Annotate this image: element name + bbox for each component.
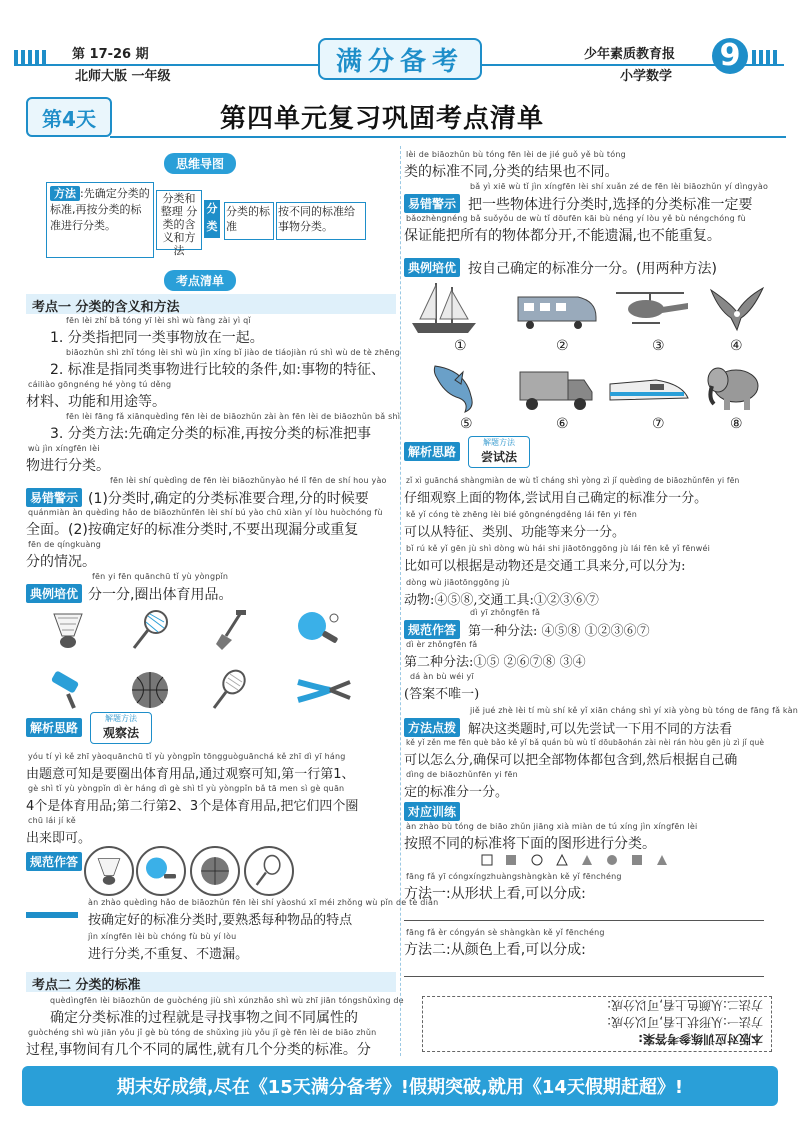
right-answer-line-2: 第二种分法:①⑤ ②⑥⑦⑧ ③④ <box>404 655 586 670</box>
kp2-heading-bar <box>26 972 396 992</box>
kp1-example-tag: 典例培优 <box>26 584 82 603</box>
right-answer-note: (答案不唯一) <box>404 687 480 702</box>
pinyin-line: dìng de biāozhǔnfēn yi fēn <box>406 770 518 779</box>
day-badge-text: 第4天 <box>42 106 96 131</box>
item-label-2: ② <box>556 338 569 354</box>
pinyin-line: bǎ yì xiē wù tǐ jìn xíngfēn lèi shí xuǎn zé de fēn lèi biāozhǔn yí dìngyào <box>470 182 769 191</box>
right-standard-tag: 规范作答 <box>404 620 460 639</box>
pinyin-line: chū lái jí kě <box>28 816 76 825</box>
shapes-row <box>480 852 700 868</box>
right-training-line-3: 方法二:从颜色上看,可以分成: <box>404 942 586 958</box>
answer-line <box>404 920 764 921</box>
kp1-warn-tag: 易错警示 <box>26 488 82 507</box>
pinyin-line: biāozhǔn shì zhǐ tóng lèi shì wù jìn xíng bǐ jiào de tiáojiàn rú shì wù de tè zhēng <box>66 348 401 357</box>
right-method-line-3: 定的标准分一分。 <box>404 785 509 800</box>
page-title: 第四单元复习巩固考点清单 <box>220 104 545 134</box>
pinyin-line: jiě jué zhè lèi tí mù shí kě yǐ xiān cháng shì yí xià yòng bù tóng de fāng fǎ kàn <box>470 706 798 715</box>
footer-banner-text: 期末好成绩,尽在《15天满分备考》!假期突破,就用《14天假期赶超》! <box>116 1077 684 1098</box>
pinyin-line: fēn yi fēn quānchū tǐ yù yòngpǐn <box>92 572 229 581</box>
topic-box <box>156 190 202 257</box>
kp1-line-3: 材料、功能和用途等。 <box>26 394 166 410</box>
pinyin-line: quánmiàn àn quèdìng hǎo de biāozhǔnfēn lèi shí bú yào chū xiàn yí lòu huòchóng fù <box>28 508 383 517</box>
kp1-method-box <box>90 712 152 744</box>
center-node: 分类 <box>204 200 220 238</box>
title-rule <box>110 136 786 138</box>
pinyin-line: fēn lèi shí quèdìng de fēn lèi biāozhǔnyào hé lǐ fēn de shí hou yào <box>110 476 387 485</box>
kp1-line-5: 物进行分类。 <box>26 458 110 474</box>
branch-box: 分类的标准 <box>224 202 274 240</box>
mind-map <box>42 178 372 258</box>
pinyin-line: dòng wù jiāotōnggōng jù <box>406 578 510 587</box>
pinyin-line: bǐ rú kě yǐ gēn jù shì dòng wù hái shi jiāotōnggōng jù lái fēn kě yǐ fēnwéi <box>406 544 711 553</box>
right-method-line-2: 可以怎么分,确保可以把全部物体都包含到,然后根据自己确 <box>404 753 738 768</box>
kp1-standard-tag: 规范作答 <box>26 852 82 871</box>
kp1-heading-bar <box>26 294 396 314</box>
pinyin-line: yóu tí yì kě zhī yàoquānchū tǐ yù yòngpǐn tōngguòguānchá kě zhī dì yī háng <box>28 752 346 761</box>
pinyin-line: jìn xíngfēn lèi bù chóng fù bù yí lòu <box>88 932 237 941</box>
pinyin-line: gè shì tǐ yù yòngpǐn dì èr háng dì gè shì tǐ yù yòngpǐn bǎ tā men sì gè quān <box>28 784 345 793</box>
pinyin-line: àn zhào quèdìng hǎo de biāozhǔn fēn lèi shí yàoshú xī méi zhǒng wù pǐn de tè diǎn <box>88 898 439 907</box>
branch-desc: 按不同的标准给事物分类。 <box>276 202 366 240</box>
kp1-line-4: 3. 分类方法:先确定分类的标准,再按分类的标准把事 <box>50 426 371 442</box>
eagle-icon <box>706 282 768 334</box>
right-example-text: 按自己确定的标准分一分。(用两种方法) <box>468 261 717 277</box>
pinyin-line: dì yī zhǒngfēn fǎ <box>470 608 541 617</box>
pinyin-line: dì èr zhǒngfēn fǎ <box>406 640 478 649</box>
right-warn-tag: 易错警示 <box>404 194 460 213</box>
right-warn-line-1: 把一些物体进行分类时,选择的分类标准一定要 <box>468 197 753 213</box>
elephant-icon <box>704 358 766 414</box>
train-icon <box>514 286 598 332</box>
item-label-7: ⑦ <box>652 416 665 432</box>
truck-icon <box>516 364 596 412</box>
method-small-label: 解题方法 <box>105 714 137 723</box>
pinyin-line: fēn lèi fāng fǎ xiānquèdìng fēn lèi de biāozhǔn zài àn fēn lèi de biāozhǔn bǎ shì <box>66 412 401 421</box>
pinyin-line: kě yǐ zěn me fēn què bǎo kě yǐ bǎ quán bù wù tǐ dōubāohán zài nèi rán hòu gēn jù zì jǐ què <box>406 738 765 747</box>
item-label-1: ① <box>454 338 467 354</box>
right-analysis-line-3: 比如可以根据是动物还是交通工具来分,可以分为: <box>404 559 686 574</box>
right-method-line-1: 解决这类题时,可以先尝试一下用不同的方法看 <box>468 722 733 737</box>
header-logo <box>318 38 482 80</box>
high-speed-train-icon <box>606 370 690 410</box>
item-label-4: ④ <box>730 338 743 354</box>
pinyin-line: cáiliào gōngnéng hé yòng tú děng <box>28 380 172 389</box>
answer-paddle-icon <box>136 846 186 896</box>
kp2-heading: 考点二 分类的标准 <box>32 978 141 993</box>
right-training-tag: 对应训练 <box>404 802 460 821</box>
right-method-box <box>468 436 530 468</box>
right-analysis-line-2: 可以从特征、类别、功能等来分一分。 <box>404 525 626 540</box>
kp1-analysis-line-1: 由题意可知是要圈出体育用品,通过观察可知,第一行第1、 <box>26 767 355 782</box>
pinyin-line: quèdìngfēn lèi biāozhǔn de guòchéng jiù shì xúnzhǎo shì wù zhī jiān tóngshǔxìng de <box>50 996 404 1005</box>
sailboat-icon <box>404 278 484 338</box>
answer-basketball-icon <box>190 846 240 896</box>
kp1-analysis-line-3: 出来即可。 <box>26 831 92 846</box>
pinyin-line: guòchéng shì wù jiān yǒu jǐ gè bù tóng de shǔxìng jiù yǒu jǐ gè fēn lèi de biāo zhǔn <box>28 1028 377 1037</box>
day-badge <box>26 97 112 137</box>
method-tag: 方法 <box>50 186 80 201</box>
topic-text: 分类和整理 分类的含义和方法 <box>160 192 198 257</box>
item-label-8: ⑧ <box>730 416 743 432</box>
answer-key-line-2: 方法二:从颜色上看,可以分成: <box>607 998 763 1012</box>
kp1-warn-line-2: 全面。(2)按确定好的标准分类时,不要出现漏分或重复 <box>26 522 359 538</box>
column-divider <box>400 146 401 1056</box>
pinyin-line: fēn lèi zhǐ bǎ tóng yī lèi shì wù fàng zài yì qǐ <box>66 316 251 325</box>
item-label-6: ⑥ <box>556 416 569 432</box>
item-label-3: ③ <box>652 338 665 354</box>
answer-key-title: 本版对应训练参考答案: <box>638 1032 763 1046</box>
right-analysis-tag: 解析思路 <box>404 442 460 461</box>
right-warn-line-2: 保证能把所有的物体都分开,不能遗漏,也不能重复。 <box>404 228 721 244</box>
right-analysis-line-4: 动物:④⑤⑧,交通工具:①②③⑥⑦ <box>404 593 599 608</box>
shovel-icon <box>204 604 256 656</box>
header-logo-text: 满分备考 <box>335 46 464 77</box>
pinyin-line: zǐ xì guānchá shàngmiàn de wù tǐ cháng shì yòng zì jǐ quèdìng de biāozhǔnfēn yi fēn <box>406 476 740 485</box>
footer-banner <box>22 1066 778 1106</box>
dolphin-icon <box>424 360 484 416</box>
right-method-tag: 方法点拨 <box>404 718 460 737</box>
kp1-analysis-line-2: 4个是体育用品;第二行第2、3个是体育用品,把它们四个圈 <box>26 799 359 814</box>
kp1-tip-line-2: 进行分类,不重复、不遗漏。 <box>88 947 249 962</box>
subject-label: 小学数学 <box>620 69 673 84</box>
pinyin-line: bǎozhèngnéng bǎ suǒyǒu de wù tǐ dōufēn kāi bù néng yí lòu yě bù néngchóng fù <box>406 214 746 223</box>
basketball-icon <box>124 664 176 716</box>
method-name: 观察法 <box>102 726 139 740</box>
net-icon <box>124 604 176 656</box>
pinyin-line: fāng fǎ èr cóngyán sè shàngkàn kě yǐ fēnchéng <box>406 928 605 937</box>
right-line-1: 类的标准不同,分类的结果也不同。 <box>404 164 619 180</box>
method-box <box>46 182 154 258</box>
pinyin-line: fēn de qíngkuàng <box>28 540 102 549</box>
answer-key-box <box>422 996 772 1052</box>
kp1-line-1: 1. 分类指把同一类事物放在一起。 <box>50 330 264 346</box>
answer-key-line-1: 方法一:从形状上看,可以分成: <box>607 1015 763 1029</box>
method-small-label: 解题方法 <box>483 438 515 447</box>
kp1-warn-line-1: (1)分类时,确定的分类标准要合理,分的时候要 <box>88 491 369 507</box>
method-text: :先确定分类的标准,再按分类的标准进行分类。 <box>50 187 150 232</box>
kp2-line-1: 确定分类标准的过程就是寻找事物之间不同属性的 <box>50 1010 358 1026</box>
kp1-example-text: 分一分,圈出体育用品。 <box>88 587 233 603</box>
right-training-line-2: 方法一:从形状上看,可以分成: <box>404 886 586 902</box>
pinyin-line: lèi de biāozhǔn bù tóng fēn lèi de jié guǒ yě bù tóng <box>406 150 626 159</box>
right-answer-line-1: 第一种分法: ④⑤⑧ ①②③⑥⑦ <box>468 624 650 639</box>
key-points-heading: 考点清单 <box>164 270 236 291</box>
method-name: 尝试法 <box>480 450 517 464</box>
kp1-warn-line-3: 分的情况。 <box>26 554 96 570</box>
header-right-stripes <box>752 48 786 66</box>
right-training-line-1: 按照不同的标准将下面的图形进行分类。 <box>404 836 656 852</box>
answer-shuttlecock-icon <box>84 846 134 896</box>
shuttlecock-icon <box>42 604 94 656</box>
newspaper-name: 少年素质教育报 <box>584 47 676 62</box>
kp1-line-2: 2. 标准是指同类事物进行比较的条件,如:事物的特征、 <box>50 362 385 378</box>
answer-line <box>404 976 764 977</box>
tennis-racket-icon <box>204 664 256 716</box>
kp1-analysis-tag: 解析思路 <box>26 718 82 737</box>
mind-map-heading: 思维导图 <box>164 153 236 174</box>
paint-roller-icon <box>42 664 94 716</box>
right-example-tag: 典例培优 <box>404 258 460 277</box>
answer-racket-icon <box>244 846 294 896</box>
pinyin-line: wù jìn xíngfēn lèi <box>28 444 100 453</box>
page-number: 9 <box>712 38 748 74</box>
pinyin-line: àn zhào bù tóng de biāo zhǔn jiāng xià miàn de tú xíng jìn xíngfēn lèi <box>406 822 698 831</box>
kp1-heading: 考点一 分类的含义和方法 <box>32 300 180 315</box>
kp2-line-2: 过程,事物间有几个不同的属性,就有几个分类的标准。分 <box>26 1042 371 1058</box>
issue-number: 第 17-26 期 <box>72 47 149 62</box>
item-label-5: ⑤ <box>460 416 473 432</box>
ping-pong-paddle-icon <box>292 604 344 656</box>
kp1-tip-line-1: 按确定好的标准分类时,要熟悉每种物品的特点 <box>88 913 353 928</box>
pinyin-line: kě yǐ cóng tè zhēng lèi bié gōngnéngděng lái fēn yi fēn <box>406 510 637 519</box>
helicopter-icon <box>606 286 690 332</box>
pinyin-line: dá àn bù wéi yī <box>410 672 474 681</box>
right-analysis-line-1: 仔细观察上面的物体,尝试用自己确定的标准分一分。 <box>404 491 708 506</box>
edition-label: 北师大版 一年级 <box>75 69 171 84</box>
tip-marker <box>26 912 78 918</box>
pinyin-line: fāng fǎ yī cóngxíngzhuàngshàngkàn kě yǐ fēnchéng <box>406 872 622 881</box>
pliers-icon <box>292 664 356 716</box>
